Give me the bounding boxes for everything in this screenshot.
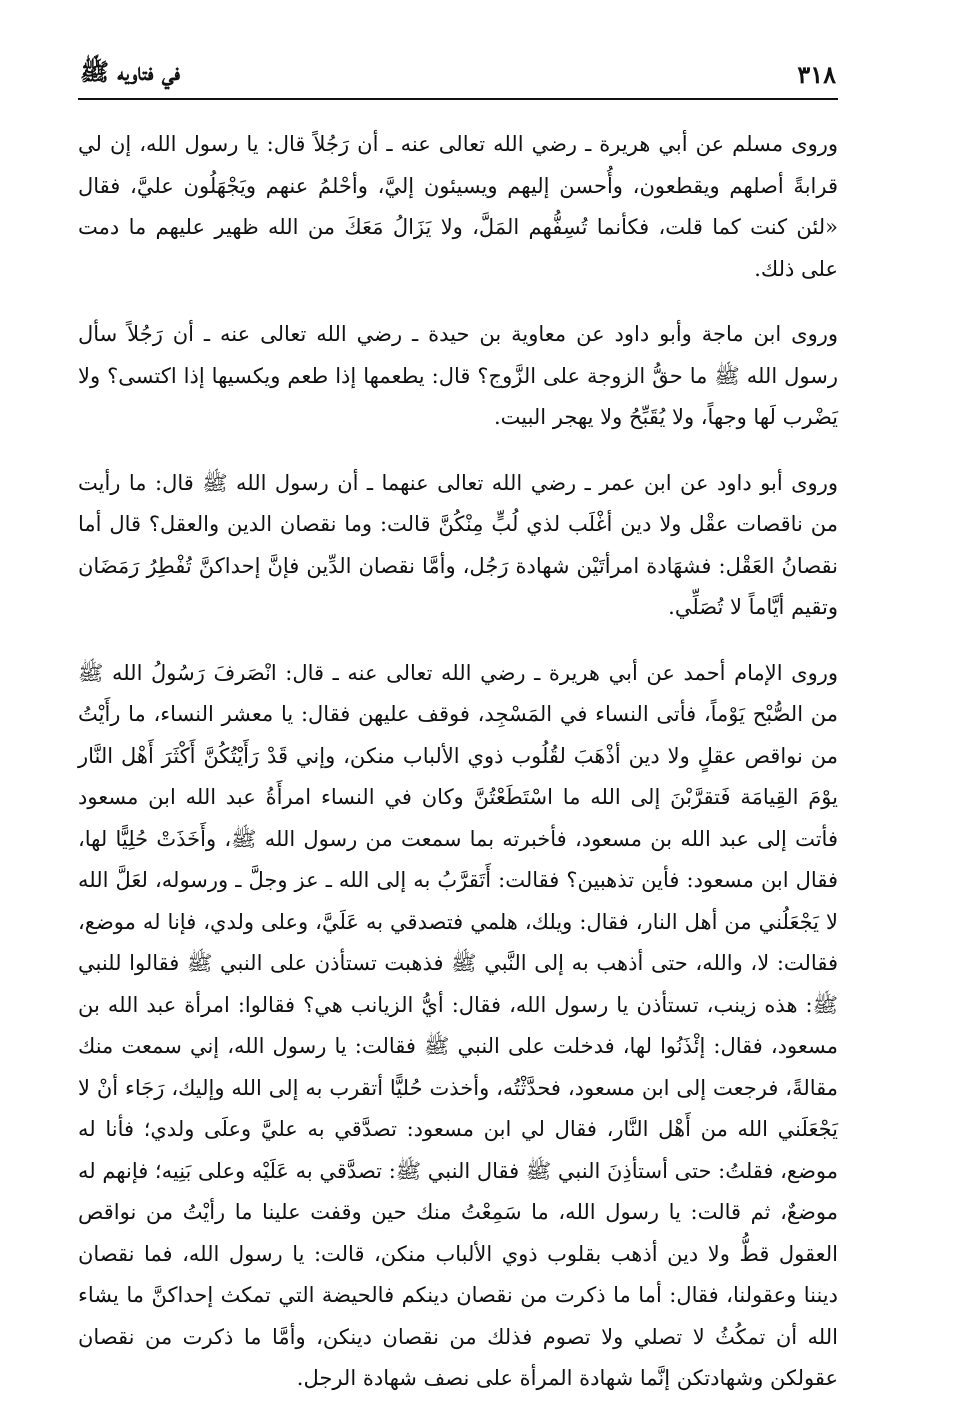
paragraph: وروى مسلم عن أبي هريرة ـ رضي الله تعالى عنه ـ أن رَجُلاً قال: يا رسول الله، إن لي قرابةً أصلهم ويقطعون، وأُحسن إليهم ويسيئون إليَّ، وأحْلمُ عنهم ويَجْهَلُون عليَّ، فقال «لئن كنت كما قلت، فكأنما تُسِفُّهم المَلَّ، ولا يَزَالُ مَعَكَ من الله ظهير عليهم ما دمت على ذلك. [78, 132, 838, 281]
page-number: ٣١٨ [797, 59, 836, 89]
page-header [78, 58, 838, 100]
paragraph: وروى أبو داود عن ابن عمر ـ رضي الله تعالى عنهما ـ أن رسول الله ﷺ قال: ما رأيت من ناقصات عقْل ولا دين أغْلَب لذي لُبٍّ مِنْكُنَّ قالت: وما نقصان الدين والعقل؟ قال أما نقصانُ العَقْل: فشهَادة امرأتَيْن شهادة رَجُل، وأمَّا نقصان الدِّين فإنَّ إحداكنَّ تُفْطِرُ رَمَضَان وتقيم أيَّاماً لا تُصَلِّي. [78, 470, 838, 619]
paragraph: وروى الإمام أحمد عن أبي هريرة ـ رضي الله تعالى عنه ـ قال: انْصَرفَ رَسُولُ الله ﷺ من الصُّبْح يَوْماً، فأتى النساء في المَسْجِد، فوقف عليهن فقال: يا معشر النساء، ما رأَيْتُ من نواقص عقلٍ ولا دين أذْهَبَ لقُلُوب ذوي الألباب منكن، وإني قَدْ رَأَيْتُكُنَّ أَكْثَرَ أَهْل النَّار يوْمَ القِيامَة فَتقرَّبْنَ إلى الله ما اسْتَطَعْتُنَّ وكان في النساء امرأَةُ عبد الله ابن مسعود فأتت إلى عبد الله بن مسعود، فأخبرته بما سمعت من رسول الله ﷺ، وأَخَذَتْ حُلِيًّا لها، فقال ابن مسعود: فأين تذهبين؟ فقالت: أَتَقرَّبُ به إلى الله ـ عز وجلَّ ـ ورسوله، لعَلَّ الله لا يَجْعَلُني من أهل النار، فقال: ويلك، هلمي فتصدقي به عَلَيَّ، وعلى ولدي، فإنا له موضع، فقالت: لا، والله، حتى أذهب به إلى النَّبي ﷺ فذهبت تستأذن على النبي ﷺ فقالوا للنبي ﷺ: هذه زينب، تستأذن يا رسول الله، فقال: أيُّ الزيانب هي؟ فقالوا: امرأة عبد الله بن مسعود، فقال: إئْذَنُوا لها، فدخلت على النبي ﷺ فقالت: يا رسول الله، إني سمعت منك مقالةً، فرجعت إلى ابن مسعود، فحدَّثْتُه، وأخذت حُليًّا أتقرب به إلى الله وإليك، رَجَاء أنْ لا يَجْعَلَني الله من أَهْل النَّار، فقال لي ابن مسعود: تصدَّقي به عليَّ وعلَى ولدي؛ فأنا له موضع، فقلتُ: حتى أستأذِنَ النبي ﷺ فقال النبي ﷺ: تصدَّقي به عَلَيْه وعلى بَنِيه؛ فإنهم له موضعٌ، ثم قالت: يا رسول الله، ما سَمِعْتُ منك حين وقفت علينا ما رأيْتُ من نواقص العقول قطُّ ولا دين أذهب بقلوب ذوي الألباب منكن، قالت: يا رسول الله، فما نقصان ديننا وعقولنا، فقال: أما ما ذكرت من نقصان دينكم فالحيضة التي تمكث إحداكنَّ ما يشاء الله أن تمكُثُ لا تصلي ولا تصوم فذلك من نقصان دينكن، وأمَّا ما ذكرت من نقصان عقولكن وشهادتكن إنَّما شهادة المرأة على نصف شهادة الرجل. [77, 660, 838, 1390]
running-title: في فتاويه ﷺ [80, 56, 180, 86]
page-body [78, 100, 838, 1400]
book-page [78, 58, 838, 1416]
paragraph: وروى ابن ماجة وأبو داود عن معاوية بن حيدة ـ رضي الله تعالى عنه ـ أن رَجُلاً سأل رسول الله ﷺ ما حقُّ الزوجة على الزَّوج؟ قال: يطعمها إذا طعم ويكسيها إذا اكتسى؟ ولا يَضْرب لَها وجهاً، ولا يُقَبِّحُ ولا يهجر البيت. [78, 322, 838, 429]
